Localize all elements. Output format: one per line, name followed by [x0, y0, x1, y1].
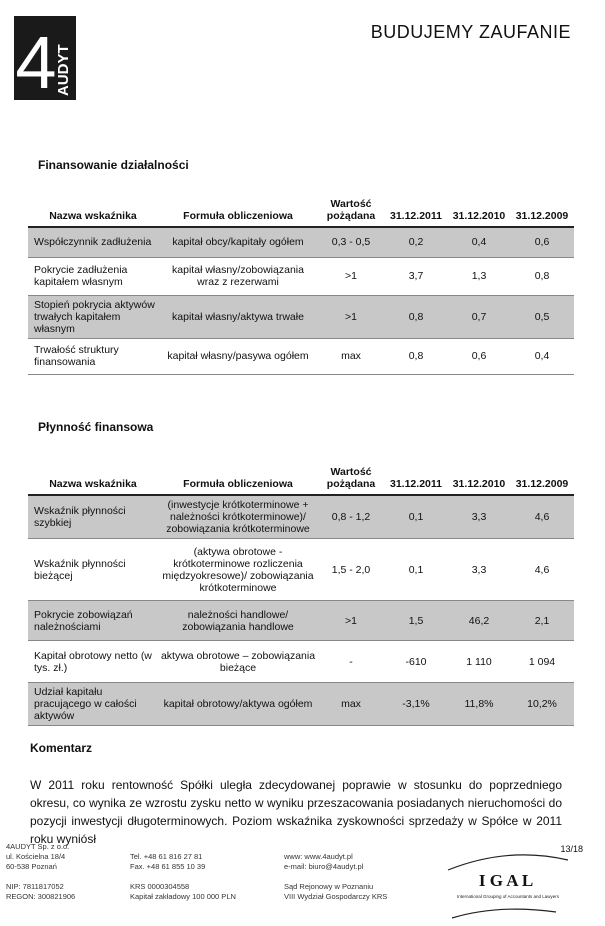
column-header: 31.12.2010: [448, 462, 510, 495]
igal-logo: [438, 852, 578, 922]
footer-line: REGON: 300821906: [6, 892, 76, 901]
value-2010: 0,6: [448, 338, 510, 374]
logo-digit: 4: [15, 21, 57, 100]
indicator-target: >1: [318, 295, 384, 338]
value-2011: -610: [384, 641, 448, 683]
indicator-target: 1,5 - 2,0: [318, 539, 384, 601]
value-2011: 3,7: [384, 257, 448, 295]
column-header: Formuła obliczeniowa: [158, 194, 318, 227]
value-2011: 0,1: [384, 539, 448, 601]
footer-line: Fax. +48 61 855 10 39: [130, 862, 206, 871]
liquidity-table: [28, 462, 574, 726]
column-header: Wartość pożądana: [318, 194, 384, 227]
company-logo: [14, 16, 76, 100]
footer-line: 4AUDYT Sp. z o.o.: [6, 842, 70, 851]
value-2009: 1 094: [510, 641, 574, 683]
indicator-target: max: [318, 683, 384, 726]
slogan: BUDUJEMY ZAUFANIE: [370, 22, 571, 42]
footer-line: e-mail: biuro@4audyt.pl: [284, 862, 364, 871]
value-2011: 0,8: [384, 295, 448, 338]
value-2011: -3,1%: [384, 683, 448, 726]
column-header: 31.12.2009: [510, 194, 574, 227]
table-row: [28, 601, 574, 641]
value-2009: 10,2%: [510, 683, 574, 726]
indicator-name: Wskaźnik płynności szybkiej: [28, 495, 158, 539]
indicator-formula: należności handlowe/ zobowiązania handlowe: [158, 601, 318, 641]
table-row: [28, 495, 574, 539]
value-2010: 3,3: [448, 539, 510, 601]
table-row: [28, 338, 574, 374]
column-header: 31.12.2010: [448, 194, 510, 227]
value-2010: 1,3: [448, 257, 510, 295]
footer-line: www: www.4audyt.pl: [284, 852, 353, 861]
column-header: 31.12.2011: [384, 462, 448, 495]
indicator-name: Współczynnik zadłużenia: [28, 227, 158, 257]
value-2010: 11,8%: [448, 683, 510, 726]
value-2009: 0,4: [510, 338, 574, 374]
indicator-formula: (inwestycje krótkoterminowe + należności krótkoterminowe)/ zobowiązania krótkoterminowe: [158, 495, 318, 539]
indicator-name: Pokrycie zobowiązań należnościami: [28, 601, 158, 641]
igal-tagline: International Grouping of Accountants and Lawyers: [456, 894, 560, 899]
value-2009: 2,1: [510, 601, 574, 641]
indicator-formula: aktywa obrotowe – zobowiązania bieżące: [158, 641, 318, 683]
column-header: Nazwa wskaźnika: [28, 194, 158, 227]
financing-table: [28, 194, 574, 375]
value-2009: 0,6: [510, 227, 574, 257]
indicator-target: 0,3 - 0,5: [318, 227, 384, 257]
table-row: [28, 539, 574, 601]
comment-text: W 2011 roku rentowność Spółki uległa zdecydowanej poprawie w stosunku do poprzedniego okresu, co wynika ze wzrostu zysku netto w wyniku przeszacowania posiadanych nieruchomości do pozycji inwestycji długoterminowych. Poziom wskaźnika zyskowności sprzedaży w Spółce w 2011 roku wyniósł: [30, 778, 562, 846]
footer-line: 60-538 Poznań: [6, 862, 57, 871]
table-header-row: [28, 462, 574, 495]
column-header: Nazwa wskaźnika: [28, 462, 158, 495]
igal-name: I G A L: [478, 871, 534, 890]
indicator-target: 0,8 - 1,2: [318, 495, 384, 539]
footer-line: Kapitał zakładowy 100 000 PLN: [130, 892, 236, 901]
value-2010: 0,4: [448, 227, 510, 257]
logo-word: AUDYT: [55, 44, 72, 96]
value-2009: 0,5: [510, 295, 574, 338]
value-2011: 0,1: [384, 495, 448, 539]
value-2009: 4,6: [510, 539, 574, 601]
page-number: 13/18: [560, 844, 583, 854]
column-header: Formuła obliczeniowa: [158, 462, 318, 495]
table-header-row: [28, 194, 574, 227]
indicator-formula: kapitał własny/aktywa trwałe: [158, 295, 318, 338]
table-row: [28, 641, 574, 683]
indicator-target: -: [318, 641, 384, 683]
indicator-formula: kapitał własny/pasywa ogółem: [158, 338, 318, 374]
footer-line: NIP: 7811817052: [6, 882, 64, 891]
section-title-financing: Finansowanie działalności: [38, 158, 189, 172]
value-2009: 0,8: [510, 257, 574, 295]
footer-company: [6, 842, 75, 902]
indicator-target: max: [318, 338, 384, 374]
value-2009: 4,6: [510, 495, 574, 539]
indicator-name: Trwałość struktury finansowania: [28, 338, 158, 374]
value-2010: 3,3: [448, 495, 510, 539]
value-2010: 1 110: [448, 641, 510, 683]
value-2010: 0,7: [448, 295, 510, 338]
table-row: [28, 227, 574, 257]
table-row: [28, 683, 574, 726]
indicator-name: Wskaźnik płynności bieżącej: [28, 539, 158, 601]
footer-line: ul. Kościelna 18/4: [6, 852, 66, 861]
footer-web: [284, 842, 387, 902]
indicator-name: Udział kapitału pracującego w całości aktywów: [28, 683, 158, 726]
section-title-liquidity: Płynność finansowa: [38, 420, 154, 434]
footer-line: VIII Wydział Gospodarczy KRS: [284, 892, 388, 901]
indicator-formula: (aktywa obrotowe - krótkoterminowe rozliczenia międzyokresowe)/ zobowiązania krótkoterminowe: [158, 539, 318, 601]
indicator-formula: kapitał własny/zobowiązania wraz z rezerwami: [158, 257, 318, 295]
indicator-name: Pokrycie zadłużenia kapitałem własnym: [28, 257, 158, 295]
value-2011: 0,2: [384, 227, 448, 257]
column-header: Wartość pożądana: [318, 462, 384, 495]
value-2010: 46,2: [448, 601, 510, 641]
indicator-name: Stopień pokrycia aktywów trwałych kapitałem własnym: [28, 295, 158, 338]
column-header: 31.12.2009: [510, 462, 574, 495]
value-2011: 1,5: [384, 601, 448, 641]
footer-line: KRS 0000304558: [130, 882, 190, 891]
footer-line: Sąd Rejonowy w Poznaniu: [284, 882, 374, 891]
comment-title: Komentarz: [30, 741, 93, 755]
indicator-formula: kapitał obcy/kapitały ogółem: [158, 227, 318, 257]
indicator-target: >1: [318, 257, 384, 295]
column-header: 31.12.2011: [384, 194, 448, 227]
table-row: [28, 295, 574, 338]
footer-line: Tel. +48 61 816 27 81: [130, 852, 203, 861]
indicator-target: >1: [318, 601, 384, 641]
footer-contact: [130, 842, 236, 902]
value-2011: 0,8: [384, 338, 448, 374]
indicator-name: Kapitał obrotowy netto (w tys. zł.): [28, 641, 158, 683]
table-row: [28, 257, 574, 295]
indicator-formula: kapitał obrotowy/aktywa ogółem: [158, 683, 318, 726]
